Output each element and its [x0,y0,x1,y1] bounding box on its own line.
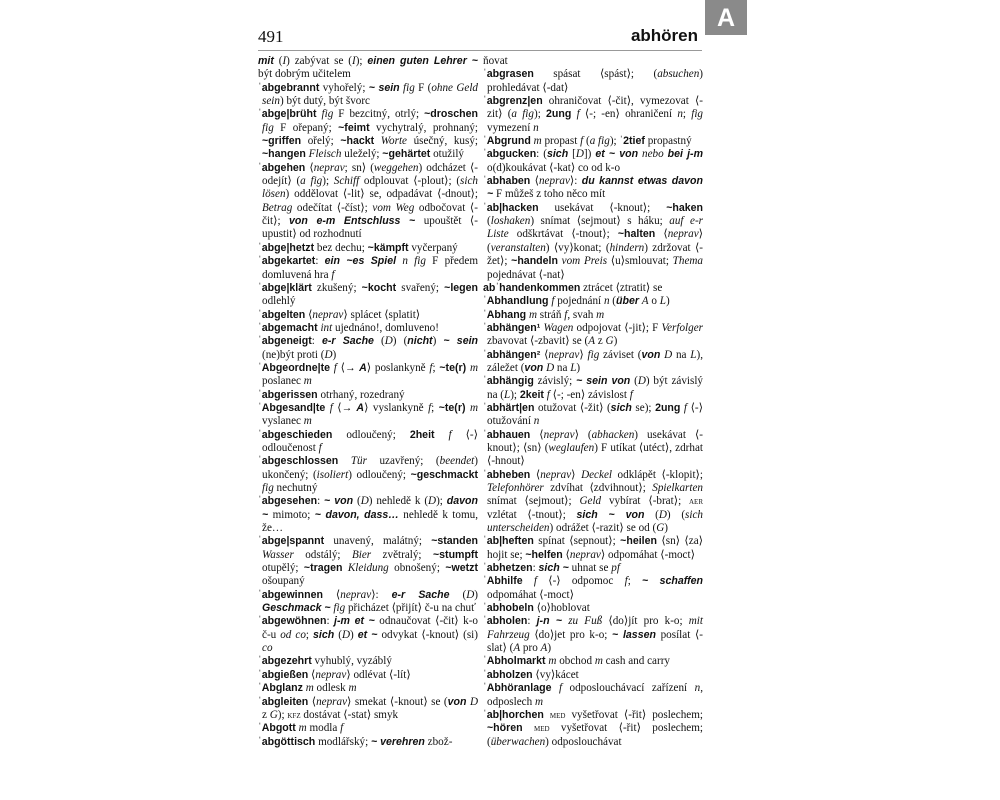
dictionary-entry: ˈabgemacht int ujednáno!, domluveno! [258,321,439,334]
dictionary-entry: ˈabhängen² ⟨neprav⟩ fig záviset (von D na L), záležet (von D na L) [483,348,703,374]
running-head: abhören [630,26,698,45]
dictionary-entry: ˈabgewinnen ⟨neprav⟩: e-r Sache (D) Geschmack ~ fig přicházet ⟨přijít⟩ č-u na chuť [258,588,479,615]
dictionary-entry: ˈab|heften spínat ⟨sepnout⟩; ~heilen ⟨sn⟩ ⟨za⟩hojit se; ~helfen ⟨neprav⟩ odpomáhat ⟨-moct⟩ [483,535,703,561]
dictionary-entry: ˈabge|spannt unavený, malátný; ~standen Wasser odstálý; Bier zvětralý; ~stumpft otupělý; ~tragen Kleidung obnošený; ~wetzt ošoupaný [258,535,478,588]
dictionary-entry: ˈAbhöranlage f odposlouchávací zařízení n, odposlech m [483,682,703,708]
dictionary-entry: ˈabheben ⟨neprav⟩ Deckel odklápět ⟨-klopit⟩; Telefonhörer zdvíhat ⟨zdvihnout⟩; Spielkarten snímat ⟨sejmout⟩; Geld vybírat ⟨-brat⟩; aer vzlétat ⟨-tnout⟩; sich ~ von (D) (sich unterscheiden) odrážet ⟨-razit⟩ se od (G) [483,468,703,535]
dictionary-entry: ˈabhobeln ⟨o⟩hoblovat [483,602,590,615]
dictionary-entry: ˈAbgrund m propast f (a fig); ˈ2tief propastný [483,135,692,148]
dictionary-entry: ˈabgrasen spásat ⟨spást⟩; (absuchen) prohledávat ⟨-dat⟩ [483,68,703,94]
dictionary-entry: ˈAbglanz m odlesk m [258,682,357,695]
dictionary-entry: ˈAbholmarkt m obchod m cash and carry [483,655,670,668]
dictionary-entry: ˈabhängig závislý; ~ sein von (D) být závislý na (L); 2keit f ⟨-; -en⟩ závislost f [483,375,703,401]
dictionary-entry: ˈab|hacken usekávat ⟨-knout⟩; ~haken (loshaken) snímat ⟨sejmout⟩ s háku; auf e-r Liste odškrtávat ⟨-tnout⟩; ~halten ⟨neprav⟩ (veranstalten) ⟨vy⟩konat; (hindern) zdržovat ⟨-žet⟩; ~handeln vom Preis ⟨u⟩smlouvat; Thema pojednávat ⟨-nat⟩ [483,201,704,281]
dictionary-entry: ˈabgleiten ⟨neprav⟩ smekat ⟨-knout⟩ se (von D z G); kfz dostávat ⟨-stat⟩ smyk [258,695,478,721]
dictionary-entry: ˈabgesehen: ~ von (D) nehledě k (D); davon ~ mimoto; ~ davon, dass… nehledě k tomu, že… [258,495,478,535]
dictionary-entry: ˈAbhandlung f pojednání n (über A o L) [483,295,670,308]
dictionary-entry: ˈabgewöhnen: j-m et ~ odnaučovat ⟨-čit⟩ k-o č-u od co; sich (D) et ~ odvykat ⟨-knout⟩ (si) co [258,615,478,655]
dictionary-entry: ˈabholen: j-n ~ zu Fuß ⟨do⟩jít pro k-o; mit Fahrzeug ⟨do⟩jet pro k-o; ~ lassen posílat ⟨-slat⟩ (A pro A) [483,615,703,655]
dictionary-entry: abˈhandenkommen ztrácet ⟨ztratit⟩ se [483,281,663,294]
dictionary-entry: ˈabgezehrt vyhublý, vyzáblý [258,655,392,668]
dictionary-entry: ˈabgrenz|en ohraničovat ⟨-čit⟩, vymezovat ⟨-zit⟩ (a fig); 2ung f ⟨-; -en⟩ ohraničení n; fig vymezení n [483,95,703,134]
dictionary-entry: ˈabhetzen: sich ~ uhnat se pf [483,562,620,575]
dictionary-entry: ˈabholzen ⟨vy⟩kácet [483,668,579,681]
dictionary-entry: ˈAbgott m modla f [258,722,344,735]
dictionary-entry: ˈabgucken: (sich [D]) et ~ von nebo bei j-m o(d)koukávat ⟨-kat⟩ co od k-o [483,148,704,174]
dictionary-entry: ˈabge|brüht fig F bezcitný, otrlý; ~droschen fig F ořepaný; ~feimt vychytralý, prohnaný; ~griffen ořelý; ~hackt Worte úsečný, kusý; ~hangen Fleisch uleželý; ~gehärtet otužilý [258,108,479,161]
dictionary-entry: ˈAbgeordne|te f ⟨→ A⟩ poslankyně f; ~te(r) m poslanec m [258,361,478,388]
dictionary-entry: ˈabgekartet: ein ~es Spiel n fig F předem domluvená hra f [258,255,478,281]
left-column [258,55,478,749]
dictionary-entry: ňovat [483,55,508,67]
dictionary-entry: ˈab|horchen med vyšetřovat ⟨-řit⟩ poslechem; ~hören med vyšetřovat ⟨-řit⟩ poslechem; (überwachen) odposlouchávat [483,708,703,748]
dictionary-entry: ˈabhängen¹ Wagen odpojovat ⟨-jit⟩; F Verfolger zbavovat ⟨-zbavit⟩ se (A z G) [483,321,703,348]
dictionary-entry: ˈabge|klärt zkušený; ~kocht svařený; ~legen odlehlý [258,281,478,308]
header-rule [258,50,702,51]
dictionary-entry: ˈabhaben ⟨neprav⟩: du kannst etwas davon ~ F můžeš z toho něco mít [483,175,703,201]
dictionary-entry: ˈabgebrannt vyhořelý; ~ sein fig F (ohne Geld sein) být dutý, být švorc [258,81,478,108]
dictionary-entry: ˈabge|hetzt bez dechu; ~kämpft vyčerpaný [258,241,458,254]
dictionary-entry: ˈAbhilfe f ⟨-⟩ odpomoc f; ~ schaffen odpomáhat ⟨-moct⟩ [483,575,703,601]
dictionary-entry: ˈabgeschlossen Tür uzavřený; (beendet) ukončený; (isoliert) odloučený; ~geschmackt fig nechutný [258,455,478,494]
dictionary-entry: ˈabgeschieden odloučený; 2heit f ⟨-⟩ odloučenost f [258,428,478,454]
dictionary-entry: ˈAbgesand|te f ⟨→ A⟩ vyslankyně f; ~te(r) m vyslanec m [258,401,478,428]
dictionary-entry: ˈabgöttisch modlářský; ~ verehren zbož- [258,735,453,748]
dictionary-entry: ˈabgießen ⟨neprav⟩ odlévat ⟨-lít⟩ [258,668,411,681]
dictionary-entry: mit (I) zabývat se (I); einen guten Lehrer ~ být dobrým učitelem [258,55,478,81]
dictionary-entry: ˈabgerissen otrhaný, rozedraný [258,388,405,401]
dictionary-entry: ˈabgehen ⟨neprav; sn⟩ (weggehen) odcházet ⟨-odejít⟩ (a fig); Schiff odplouvat ⟨-plout⟩; (sich lösen) oddělovat ⟨-lit⟩ se, odpadávat ⟨-dnout⟩; Betrag odečítat ⟨-číst⟩; vom Weg odbočovat ⟨-čit⟩; von e-m Entschluss ~ upouštět ⟨-upustit⟩ od rozhodnutí [258,161,479,241]
page-number: 491 [258,27,284,46]
dictionary-entry: ˈabgelten ⟨neprav⟩ splácet ⟨splatit⟩ [258,308,421,321]
dictionary-entry: ˈabgeneigt: e-r Sache (D) (nicht) ~ sein (ne)být proti (D) [258,335,479,361]
thumb-index-tab: A [705,0,747,35]
dictionary-entry: ˈabhärt|en otužovat ⟨-žit⟩ (sich se); 2ung f ⟨-⟩ otužování n [483,401,703,428]
dictionary-entry: ˈAbhang m stráň f, svah m [483,308,605,321]
dictionary-entry: ˈabhauen ⟨neprav⟩ (abhacken) usekávat ⟨-knout⟩; ⟨sn⟩ (weglaufen) F utíkat ⟨utéct⟩, zdrhat ⟨-hnout⟩ [483,428,704,468]
right-column [483,55,703,749]
